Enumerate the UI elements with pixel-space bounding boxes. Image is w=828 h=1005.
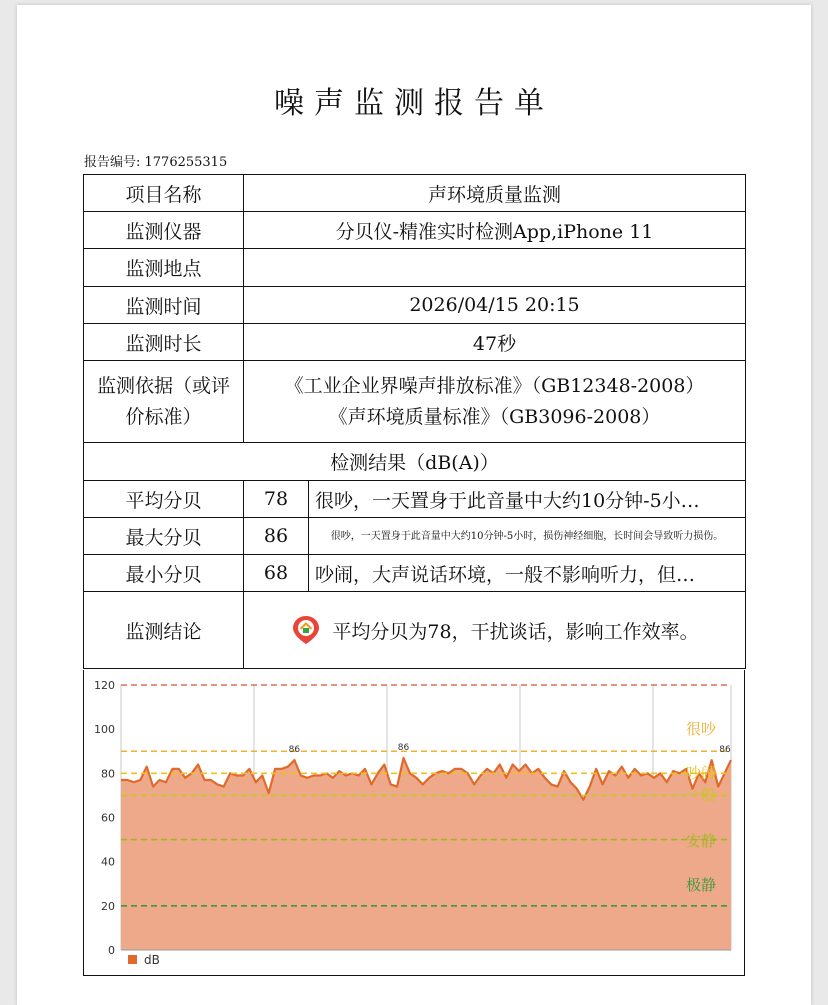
row-label: 监测地点 [84,249,244,287]
time-value: 2026/04/15 20:15 [244,287,746,324]
row-label: 监测结论 [84,592,244,669]
peak-data-label: 86 [288,745,301,756]
max-db-value: 86 [244,518,309,555]
basis-label-line: 监测依据（或评 [96,374,230,397]
y-tick-label: 40 [101,855,115,869]
row-label: 监测时长 [84,324,244,361]
table-row [84,324,746,361]
row-label: 项目名称 [84,175,244,212]
threshold-label: 极静 [685,876,717,894]
y-tick-label: 0 [108,944,115,957]
result-header: 检测结果（dB(A)） [84,443,746,481]
y-tick-label: 60 [101,811,115,825]
min-db-description: 吵闹，大声说话环境，一般不影响听力，但… [309,555,746,592]
table-row [84,175,746,212]
row-label: 最大分贝 [84,518,244,555]
location-value [244,249,746,287]
table-row [84,518,746,555]
max-db-description: 很吵，一天置身于此音量中大约10分钟-5小时，损伤神经细胞，长时间会导致听力损伤。 [309,518,746,555]
conclusion-cell [244,592,746,669]
table-row [84,443,746,481]
row-label: 平均分贝 [84,481,244,518]
standard-line: 《声环境质量标准》（GB3096-2008） [328,405,661,428]
avg-db-value: 78 [244,481,309,518]
y-tick-label: 120 [94,679,115,692]
peak-data-label: 86 [719,745,731,756]
project-name-value: 声环境质量监测 [244,175,746,212]
basis-label [84,361,244,443]
y-tick-label: 80 [101,767,115,781]
table-row [84,592,746,669]
page-title: 噪声监测报告单 [274,86,554,121]
table-row [84,249,746,287]
report-table [83,174,746,669]
basis-label-line: 价标准） [125,405,202,428]
table-row [84,481,746,518]
min-db-value: 68 [244,555,309,592]
row-label: 最小分贝 [84,555,244,592]
legend-swatch [128,955,137,964]
threshold-label: 很吵 [685,720,717,738]
row-label: 监测仪器 [84,212,244,249]
report-number: 报告编号: 1776255315 [84,155,228,170]
legend-label: dB [144,953,160,967]
peak-data-label: 86 [397,742,410,753]
conclusion-text: 平均分贝为78，干扰谈话，影响工作效率。 [332,620,699,643]
basis-value [244,361,746,443]
duration-value: 47秒 [244,324,746,361]
table-row [84,287,746,324]
table-row [84,212,746,249]
noise-chart [83,670,745,976]
instrument-value: 分贝仪-精准实时检测App,iPhone 11 [244,212,746,249]
y-tick-label: 20 [101,899,115,913]
standard-line: 《工业企业界噪声排放标准》（GB12348-2008） [284,374,705,397]
table-row [84,555,746,592]
series-area [121,758,731,950]
location-pin-icon [290,614,322,646]
avg-db-description: 很吵，一天置身于此音量中大约10分钟-5小… [309,481,746,518]
threshold-label: 吵闹 [685,764,717,782]
y-tick-label: 100 [94,723,115,737]
threshold-label: 一般 [685,786,717,804]
threshold-label: 安静 [685,832,717,850]
row-label: 监测时间 [84,287,244,324]
table-row [84,361,746,443]
noise-chart-svg [84,670,744,975]
